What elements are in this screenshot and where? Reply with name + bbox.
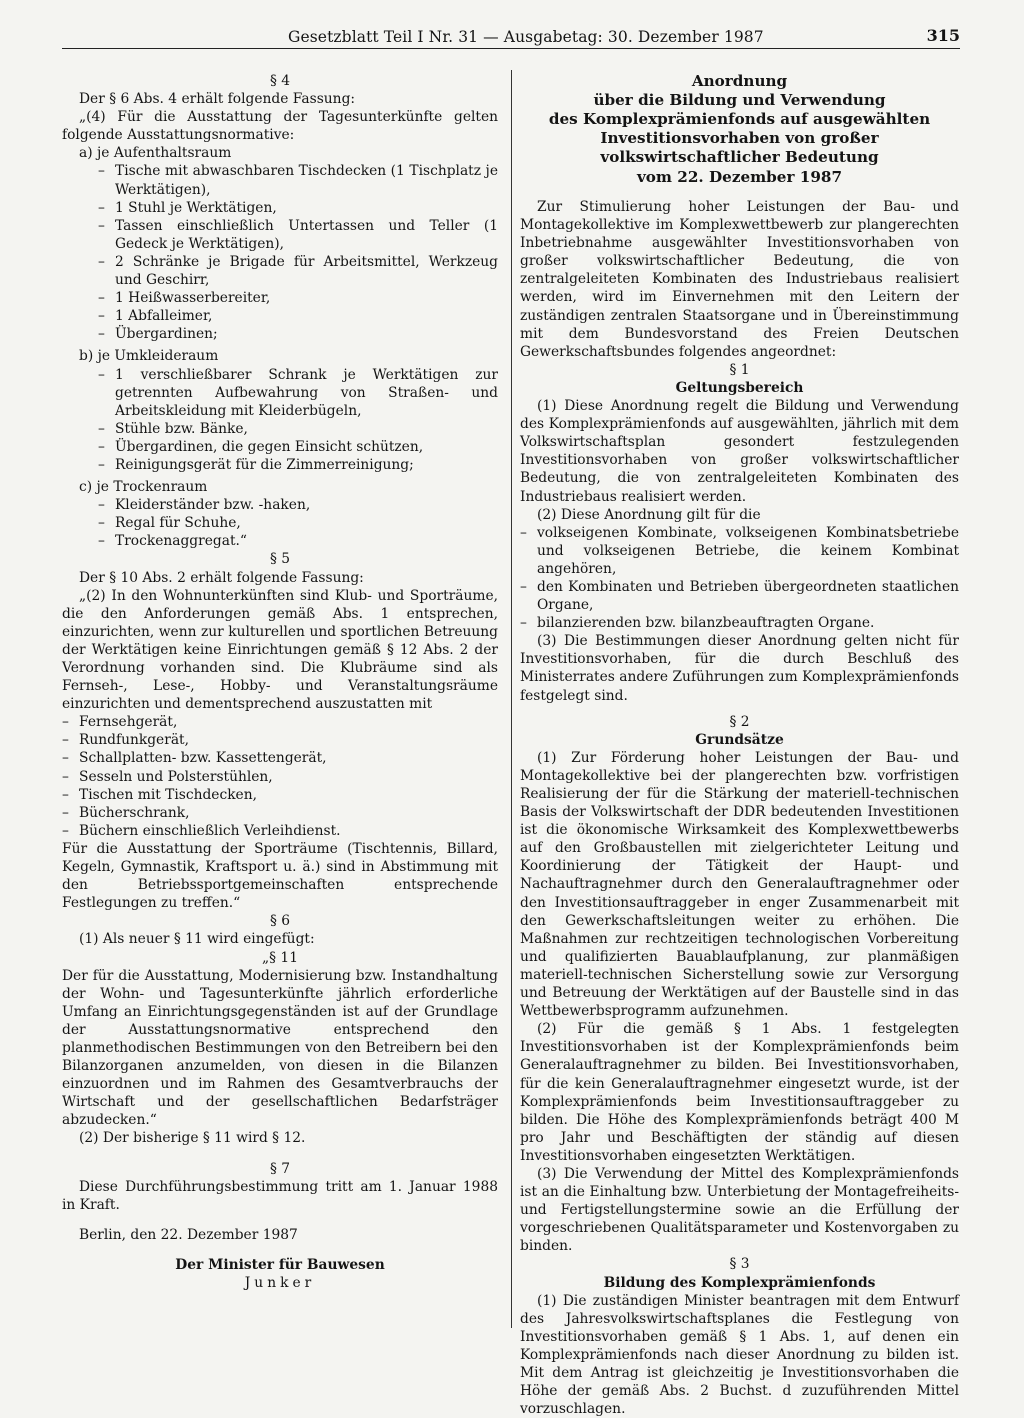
list-item: – Übergardinen, die gegen Einsicht schützen,	[98, 438, 424, 455]
preamble: Zur Stimulierung hoher Leistungen der Bau- und Montagekollektive im Komplexwettbewerb zur plangerechten Inbetriebnahme ausgewählter Investitionsvorhaben von großer volkswirtschaftlicher Bedeutung, die von zentralgeleiteten Kombinaten des Industriebaus realisiert werden, wird im Einvernehmen mit den Leitern der zuständigen zentralen Staatsorgane und in Übereinstimmung mit dem Bundesvorstand des Freien Deutschen Gewerkschaftsbundes folgendes angeordnet:	[520, 199, 959, 360]
list-item: – Regal für Schuhe,	[98, 515, 241, 532]
list-item: – Kleiderständer bzw. -haken,	[98, 497, 311, 514]
section-6-paragraph-1: (1) Als neuer § 11 wird eingefügt:	[79, 931, 315, 948]
list-item: – 1 verschließbarer Schrank je Werktätigen zur getrennten Aufbewahrung von Straßen- und Arbeitskleidung mit Kleiderbügeln,	[98, 366, 498, 419]
list-item: – Fernsehgerät,	[62, 714, 178, 731]
section-1-paragraph-2: (2) Diese Anordnung gilt für die	[537, 506, 761, 523]
section-3-title: Bildung des Komplexprämienfonds	[603, 1274, 876, 1291]
list-item: – 1 Abfalleimer,	[98, 308, 213, 325]
section-5-intro: Der § 10 Abs. 2 erhält folgende Fassung:	[79, 569, 364, 586]
section-2-paragraph-3: (3) Die Verwendung der Mittel des Komplexprämienfonds ist an die Einhaltung bzw. Unterbietung der Montagefreiheits- und Fertigstellungstermine sowie an die Erfüllung der vorgeschriebenen Qualitätsparameter und Kostenvorgaben zu binden.	[520, 1165, 959, 1255]
section-6-sign: § 6	[269, 913, 291, 930]
list-item: – den Kombinaten und Betrieben übergeordneten staatlichen Organe,	[520, 578, 959, 614]
section-2-paragraph-2: (2) Für die gemäß § 1 Abs. 1 festgelegten Investitionsvorhaben ist der Komplexprämienfonds beim Generalauftragnehmer zu bilden. Bei Investitionsvorhaben, für die kein Generalauftragnehmer eingesetzt wurde, ist der Komplexprämienfonds beim Investitionsauftraggeber zu bilden. Die Höhe des Komplexprämienfonds beträgt 400 M pro Jahr und Beschäftigten der ständig auf diesen Investitionsvorhaben eingesetzten Werktätigen.	[520, 1021, 959, 1164]
section-5-paragraph: „(2) In den Wohnunterkünften sind Klub- und Sporträume, die den Anforderungen gemäß Abs. 1 entsprechen, einzurichten, wenn zur kulturellen und sportlichen Betreuung der Werktätigen keine Einrichtungen gemäß § 12 Abs. 2 der Verordnung vorhanden sind. Die Klubräume sind als Fernseh-, Lese-, Hobby- und Veranstaltungsräume einzurichten und dementsprechend auszustatten mit	[62, 587, 498, 713]
section-3-sign: § 3	[729, 1256, 750, 1273]
section-2-title: Grundsätze	[695, 731, 784, 748]
column-divider	[511, 70, 512, 1328]
list-item: – Tische mit abwaschbaren Tischdecken (1 Tischplatz je Werktätigen),	[98, 163, 498, 198]
section-7-sign: § 7	[269, 1160, 291, 1177]
section-5-sign: § 5	[269, 551, 291, 568]
section-7-text: Diese Durchführungsbestimmung tritt am 1. Januar 1988 in Kraft.	[62, 1178, 498, 1213]
list-item: – Rundfunkgerät,	[62, 732, 189, 749]
list-item: – volkseigenen Kombinate, volkseigenen Kombinatsbetriebe und volkseigenen Betriebe, die keinem Kombinat angehören,	[520, 524, 959, 577]
section-3-paragraph-1: (1) Die zuständigen Minister beantragen mit dem Entwurf des Jahresvolkswirtschaftsplanes die Festlegung von Investitionsvorhaben gemäß § 1 Abs. 1, auf denen ein Komplexprämienfonds nach dieser Anordnung zu bilden ist. Mit dem Antrag ist gleichzeitig je Investitionsvorhaben die Höhe der gemäß Abs. 2 Buchst. d zuzuführenden Mittel vorzuschlagen.	[520, 1292, 959, 1418]
list-item: – Reinigungsgerät für die Zimmerreinigung;	[98, 456, 414, 473]
minister-title: Der Minister für Bauwesen	[175, 1256, 385, 1273]
list-scope	[520, 524, 959, 633]
section-2-paragraph-1: (1) Zur Förderung hoher Leistungen der Bau- und Montagekollektive bei der plangerechten bzw. vorfristigen Realisierung der für die Stärkung der materiell-technischen Basis der Volkswirtschaft der DDR bedeutenden Investitionen ist die ökonomische Wirksamkeit des Komplexwettbewerbs auf den Großbaustellen mit zielgerichteter Leitung und Koordinierung der Tätigkeit der Haupt- und Nachauftragnehmer durch den Generalauftragnehmer oder den Investitionsauftraggeber in enger Zusammenarbeit mit den Gewerkschaftsleitungen weiter zu erhöhen. Die Maßnahmen zur rechtzeitigen technologischen Vorbereitung und qualifizierten Bauablaufplanung, zur planmäßigen materiell-technischen Sicherstellung sowie zur Versorgung und Betreuung der Werktätigen auf der Baustelle sind in das Wettbewerbsprogramm aufzunehmen.	[520, 749, 959, 1020]
list-a	[62, 162, 498, 343]
list-item: – Stühle bzw. Bänke,	[98, 420, 248, 437]
list-item: – Sesseln und Polsterstühlen,	[62, 768, 273, 785]
list-b-label: b) je Umkleideraum	[79, 348, 219, 365]
list-item: – bilanzierenden bzw. bilanzbeauftragten Organe.	[520, 615, 875, 632]
list-item: – Büchern einschließlich Verleihdienst.	[62, 822, 341, 839]
right-column	[520, 72, 959, 1418]
list-item: – Schallplatten- bzw. Kassettengerät,	[62, 750, 327, 767]
list-c-label: c) je Trockenraum	[79, 479, 208, 496]
place-date: Berlin, den 22. Dezember 1987	[79, 1226, 298, 1243]
ordinance-title-line: Anordnung	[691, 72, 788, 90]
ordinance-title-line: des Komplexprämienfonds auf ausgewählten	[548, 110, 931, 128]
section-11-sign: „§ 11	[262, 949, 298, 966]
section-4-intro: Der § 6 Abs. 4 erhält folgende Fassung:	[79, 91, 356, 108]
section-6-paragraph-2: (2) Der bisherige § 11 wird § 12.	[79, 1130, 306, 1147]
section-11-text: Der für die Ausstattung, Modernisierung bzw. Instandhaltung der Wohn- und Tagesunterkünfte jährlich erforderliche Umfang an Einrichtungsgegenständen ist auf der Grundlage der Ausstattungsnormative entsprechend den planmethodischen Bestimmungen von den Betreibern bei den Bilanzorganen anzumelden, von diesen in die Bilanzen einzuordnen und im Rahmen des Gesamtverbrauchs der Wirtschaft und der gesellschaftlichen Bedarfsträger abzudecken.“	[62, 967, 498, 1129]
list-item: – Trockenaggregat.“	[98, 533, 247, 550]
left-column	[62, 72, 498, 1292]
list-item: – Bücherschrank,	[62, 804, 190, 821]
list-item: – 1 Heißwasserbereiter,	[98, 290, 271, 307]
ordinance-date: vom 22. Dezember 1987	[636, 168, 843, 186]
section-5-sport: Für die Ausstattung der Sporträume (Tischtennis, Billard, Kegeln, Gymnastik, Kraftsport u. ä.) sind in Abstimmung mit den Betriebssportgemeinschaften entsprechende Festlegungen zu treffen.“	[62, 840, 498, 912]
section-1-paragraph-1: (1) Diese Anordnung regelt die Bildung und Verwendung des Komplexprämienfonds auf ausgewählten, jährlich mit dem Volkswirtschaftsplan gesondert festzulegenden Investitionsvorhaben von großer volkswirtschaftlicher Bedeutung, die von zentralgeleiteten Kombinaten des Industriebaus realisiert werden.	[520, 398, 959, 505]
section-2-sign: § 2	[729, 713, 750, 730]
list-item: – Tischen mit Tischdecken,	[62, 786, 257, 803]
list-item: – 1 Stuhl je Werktätigen,	[98, 199, 277, 216]
list-item: – Tassen einschließlich Untertassen und Teller (1 Gedeck je Werktätigen),	[98, 217, 498, 252]
list-a-label: a) je Aufenthaltsraum	[79, 145, 232, 162]
section-4-sign: § 4	[269, 73, 291, 89]
section-1-title: Geltungsbereich	[675, 379, 804, 396]
section-1-paragraph-3: (3) Die Bestimmungen dieser Anordnung gelten nicht für Investitionsvorhaben, für die durch Beschluß des Ministerrates andere Zuführungen zum Komplexprämienfonds festgelegt sind.	[520, 633, 960, 704]
list-item: – 2 Schränke je Brigade für Arbeitsmittel, Werkzeug und Geschirr,	[98, 253, 498, 289]
ordinance-title-line: volkswirtschaftlicher Bedeutung	[600, 148, 879, 166]
minister-name: Junker	[244, 1275, 316, 1291]
list-b	[62, 366, 498, 475]
list-club-equipment	[62, 713, 498, 840]
gazette-title: Gesetzblatt Teil I Nr. 31 — Ausgabetag: 30. Dezember 1987	[288, 28, 764, 46]
section-4-paragraph: „(4) Für die Ausstattung der Tagesunterkünfte gelten folgende Ausstattungsnormative:	[62, 109, 498, 144]
ordinance-title-line: Investitionsvorhaben von großer	[600, 129, 879, 147]
list-c	[62, 496, 498, 550]
section-1-sign: § 1	[729, 361, 750, 378]
list-item: – Übergardinen;	[98, 326, 218, 343]
page-header	[62, 26, 960, 49]
ordinance-title-line: über die Bildung und Verwendung	[593, 91, 886, 109]
page-number: 315	[926, 26, 960, 45]
